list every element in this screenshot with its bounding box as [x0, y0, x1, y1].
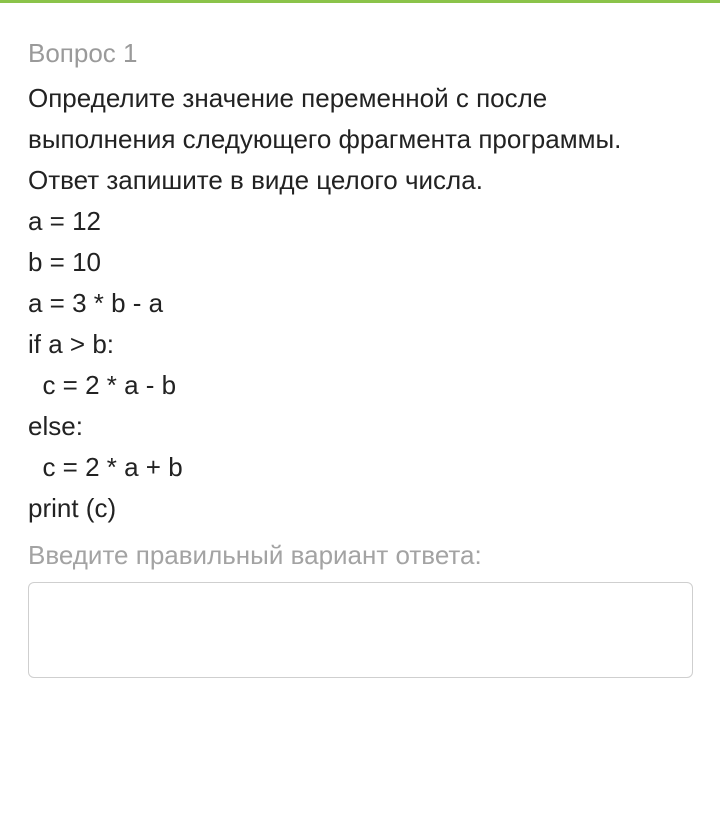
code-line: a = 12	[28, 206, 102, 236]
answer-input[interactable]	[28, 582, 693, 678]
code-line: b = 10	[28, 247, 102, 277]
question-prompt	[28, 78, 692, 201]
top-accent-bar	[0, 0, 720, 3]
question-number: Вопрос 1	[28, 38, 138, 68]
code-line: c = 2 * a - b	[28, 370, 177, 400]
code-line: else:	[28, 411, 83, 441]
prompt-line: Ответ запишите в виде целого числа.	[28, 165, 483, 195]
code-line: a = 3 * b - a	[28, 288, 164, 318]
question-card	[28, 36, 692, 678]
prompt-line: выполнения следующего фрагмента программы.	[28, 124, 622, 154]
code-line: if a > b:	[28, 329, 114, 359]
code-fragment	[28, 201, 692, 529]
code-line: c = 2 * a + b	[28, 452, 183, 482]
prompt-line: Определите значение переменной с после	[28, 83, 548, 113]
answer-label: Введите правильный вариант ответа:	[28, 540, 482, 570]
code-line: print (c)	[28, 493, 117, 523]
